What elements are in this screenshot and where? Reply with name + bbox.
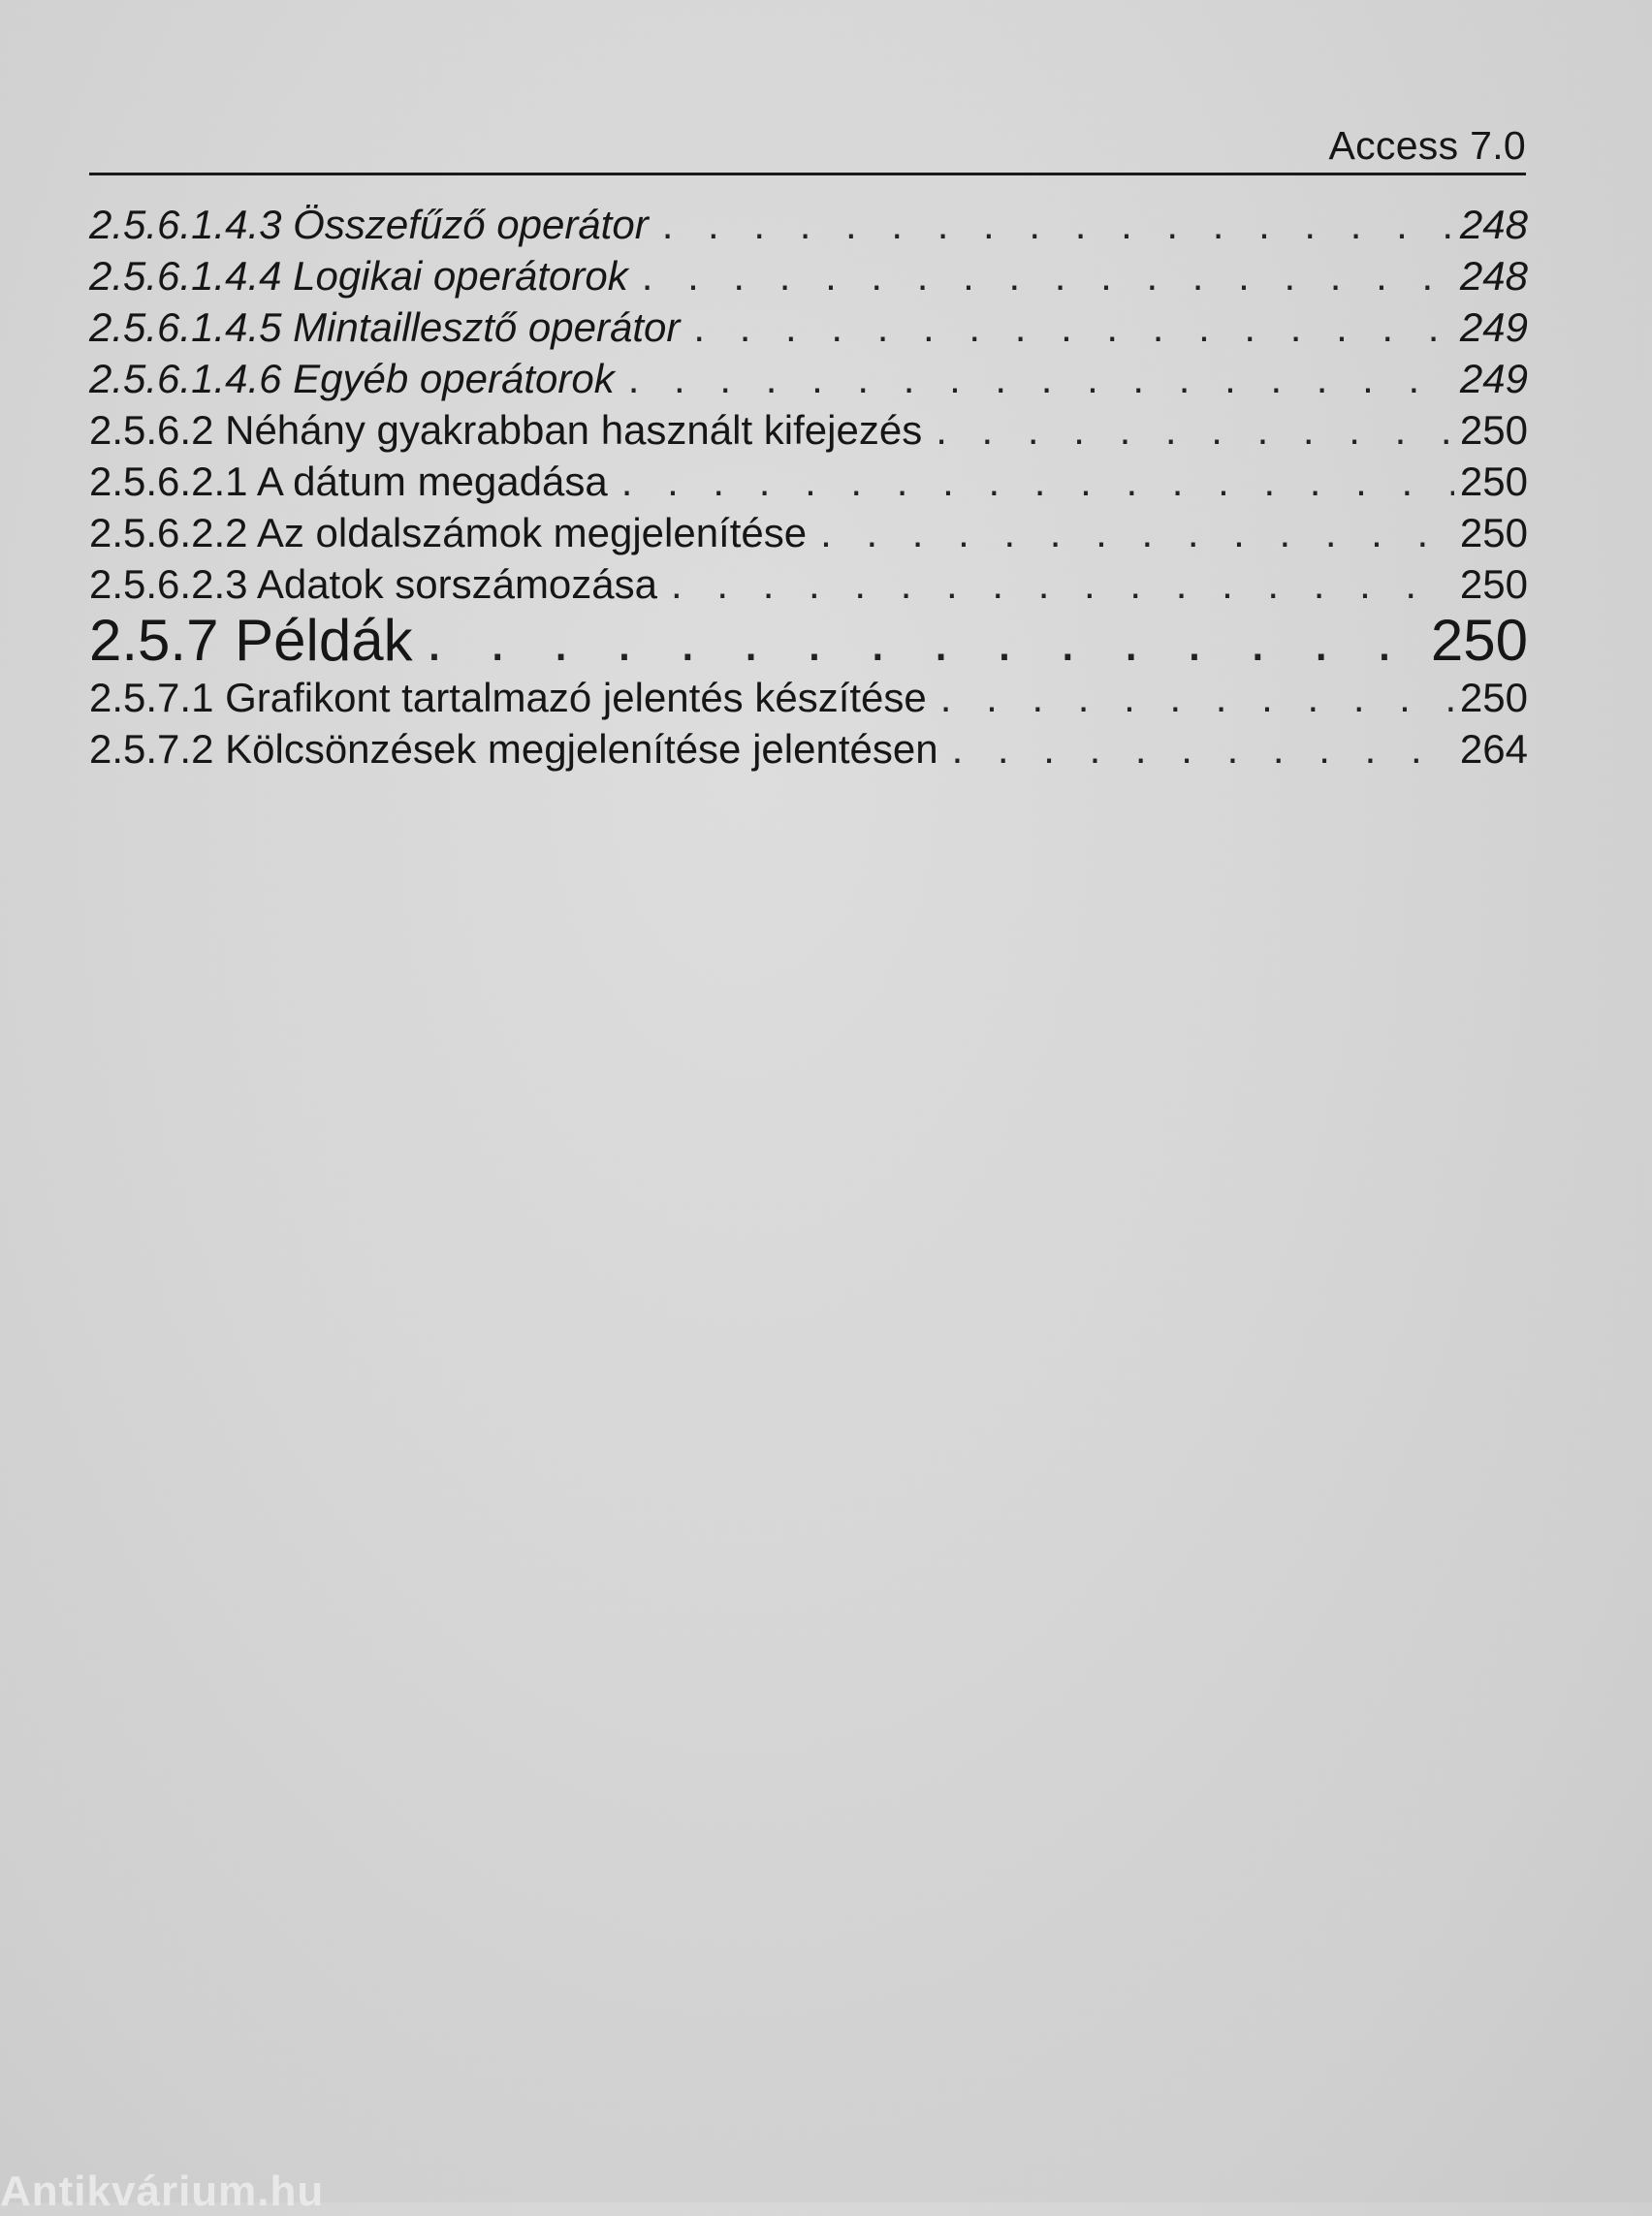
toc-entry xyxy=(89,404,1528,456)
toc-entry-page: 248 xyxy=(1459,253,1528,299)
toc-entry xyxy=(89,199,1528,250)
toc-entry-label: 2.5.6.2.3 Adatok sorszámozása xyxy=(89,561,658,607)
table-of-contents xyxy=(89,199,1528,775)
toc-entry-page: 250 xyxy=(1459,459,1528,504)
toc-entry xyxy=(89,507,1528,558)
watermark: Antikvárium.hu xyxy=(0,2168,325,2215)
toc-entry xyxy=(89,723,1528,775)
dot-leader xyxy=(820,507,1454,558)
toc-entry-label: 2.5.6.2.2 Az oldalszámok megjelenítése xyxy=(89,510,808,555)
toc-section-entry xyxy=(89,610,1528,672)
dot-leader xyxy=(693,301,1454,353)
toc-entry-label: 2.5.7 Példák xyxy=(89,608,413,673)
toc-entry xyxy=(89,301,1528,353)
toc-entry-page: 264 xyxy=(1459,726,1528,772)
toc-entry-page: 249 xyxy=(1459,304,1528,350)
toc-entry-label: 2.5.6.2 Néhány gyakrabban használt kifejezés xyxy=(89,407,923,453)
toc-entry-page: 250 xyxy=(1459,675,1528,720)
dot-leader xyxy=(628,353,1454,404)
toc-entry-label: 2.5.6.2.1 A dátum megadása xyxy=(89,459,608,504)
toc-entry-page: 248 xyxy=(1459,202,1528,247)
dot-leader xyxy=(621,456,1454,507)
toc-entry-page: 250 xyxy=(1459,561,1528,607)
toc-entry xyxy=(89,456,1528,507)
toc-entry-page: 249 xyxy=(1459,356,1528,401)
dot-leader xyxy=(671,558,1454,610)
running-header xyxy=(89,114,1526,175)
dot-leader xyxy=(940,672,1454,723)
toc-entry xyxy=(89,558,1528,610)
toc-entry xyxy=(89,672,1528,723)
toc-entry-label: 2.5.6.1.4.6 Egyéb operátorok xyxy=(89,356,615,401)
toc-entry-page: 250 xyxy=(1430,608,1528,673)
dot-leader xyxy=(427,610,1425,672)
toc-entry-label: 2.5.6.1.4.4 Logikai operátorok xyxy=(89,253,628,299)
toc-entry-page: 250 xyxy=(1459,407,1528,453)
toc-entry-label: 2.5.6.1.4.5 Mintaillesztő operátor xyxy=(89,304,681,350)
toc-entry xyxy=(89,250,1528,301)
dot-leader xyxy=(952,723,1454,775)
toc-entry-label: 2.5.6.1.4.3 Összefűző operátor xyxy=(89,202,649,247)
toc-entry-page: 250 xyxy=(1459,510,1528,555)
toc-entry-label: 2.5.7.2 Kölcsönzések megjelenítése jelentésen xyxy=(89,726,938,772)
toc-entry-label: 2.5.7.1 Grafikont tartalmazó jelentés készítése xyxy=(89,675,927,720)
toc-entry xyxy=(89,353,1528,404)
dot-leader xyxy=(662,199,1454,250)
dot-leader xyxy=(642,250,1454,301)
dot-leader xyxy=(936,404,1454,456)
running-title: Access 7.0 xyxy=(1328,123,1526,168)
